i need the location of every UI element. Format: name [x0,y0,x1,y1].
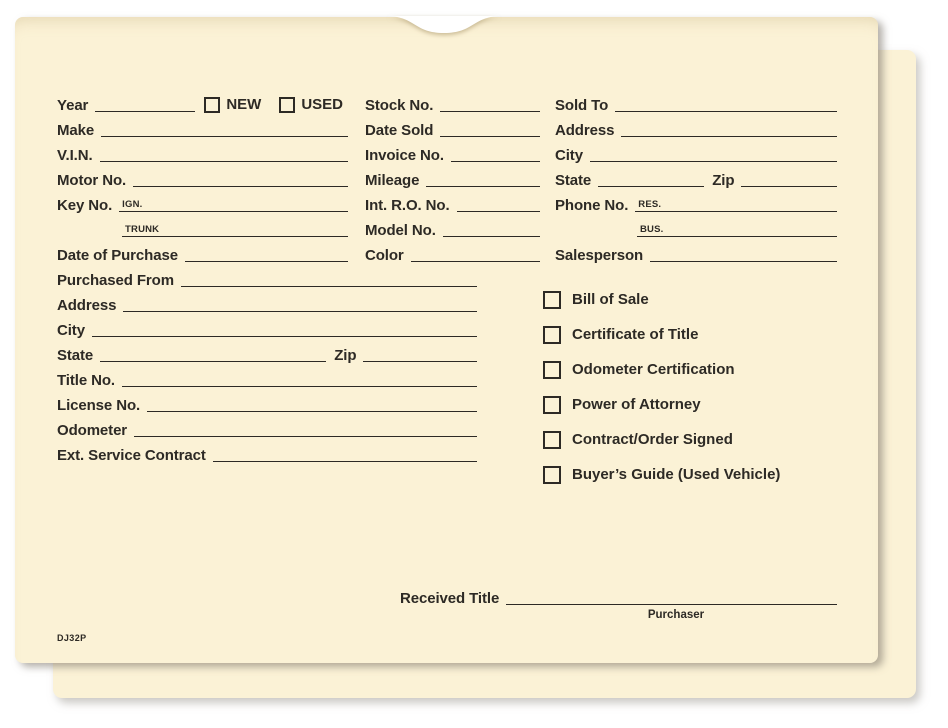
field-date-sold [365,120,540,137]
checklist-item-label: Power of Attorney [572,396,701,413]
blank-line [100,148,348,162]
blank-line [123,298,477,312]
blank-line [213,448,477,462]
field-label: Salesperson [555,247,644,264]
checkbox [543,431,561,449]
checklist-item-certificate-of-title [543,325,780,344]
checklist-item-buyers-guide [543,465,780,484]
checklist-item-label: Certificate of Title [572,326,699,343]
field-label: City [57,322,85,339]
field-label: Year [57,97,89,114]
field-received-title [400,588,837,605]
checklist-item-odometer-certification [543,360,780,379]
checklist-item-bill-of-sale [543,290,780,309]
field-label: Ext. Service Contract [57,447,206,464]
product-code: DJ32P [57,633,87,643]
blank-line [440,98,540,112]
checklist-item-label: Buyer’s Guide (Used Vehicle) [572,466,781,483]
field-label: Date Sold [365,122,434,139]
blank-line [443,223,540,237]
deal-jacket-envelope [15,17,878,663]
field-color [365,245,540,262]
field-label: Received Title [400,590,500,607]
field-label: State [57,347,94,364]
blank-line [590,148,837,162]
field-label: City [555,147,583,164]
sub-label-res: RES. [638,199,662,210]
checkbox-new-label: NEW [226,96,262,113]
field-label: Motor No. [57,172,127,189]
blank-line [457,198,540,212]
checklist-item-label: Odometer Certification [572,361,735,378]
sub-label-bus: BUS. [640,224,664,235]
field-label: Zip [712,172,735,189]
field-key-no-ign [57,195,348,212]
field-buyer-address [555,120,837,137]
field-year [57,95,367,112]
blank-line [598,173,704,187]
field-date-of-purchase [57,245,348,262]
field-label: Date of Purchase [57,247,178,264]
checkbox-used-label: USED [301,96,343,113]
field-salesperson [555,245,837,262]
field-seller-city [57,320,477,337]
blank-line [95,98,195,112]
field-buyer-city [555,145,837,162]
field-label: Sold To [555,97,609,114]
field-label: License No. [57,397,141,414]
checklist-item-label: Bill of Sale [572,291,649,308]
field-phone-res [555,195,837,212]
blank-line [122,223,348,237]
blank-line [426,173,540,187]
checkbox [543,396,561,414]
blank-line [119,198,348,212]
checkbox [543,361,561,379]
field-label: Odometer [57,422,128,439]
field-vin [57,145,348,162]
checkbox [543,326,561,344]
checkbox [543,291,561,309]
field-label: Invoice No. [365,147,444,164]
blank-line [650,248,837,262]
checklist-item-label: Contract/Order Signed [572,431,733,448]
blank-line [451,148,540,162]
checklist-item-power-of-attorney [543,395,780,414]
purchaser-caption: Purchaser [647,609,705,621]
thumb-notch [388,16,500,35]
checkbox-new [204,97,220,113]
field-int-ro-no [365,195,540,212]
blank-line [615,98,837,112]
field-label: Purchased From [57,272,174,289]
blank-line [133,173,348,187]
blank-line [741,173,837,187]
blank-line [635,198,837,212]
signature-line [506,591,837,605]
blank-line [100,348,326,362]
field-invoice-no [365,145,540,162]
field-sold-to [555,95,837,112]
field-make [57,120,348,137]
blank-line [134,423,477,437]
field-seller-state-zip [57,345,477,362]
field-label: Color [365,247,404,264]
field-odometer [57,420,477,437]
sub-label-trunk: TRUNK [125,224,160,235]
blank-line [181,273,477,287]
field-label: Stock No. [365,97,434,114]
field-mileage [365,170,540,187]
blank-line [621,123,837,137]
field-ext-service-contract [57,445,477,462]
checkbox [543,466,561,484]
field-label: Model No. [365,222,436,239]
blank-line [101,123,348,137]
field-label: State [555,172,592,189]
blank-line [92,323,477,337]
blank-line [411,248,540,262]
checkbox-used [279,97,295,113]
field-purchased-from [57,270,477,287]
field-label: Make [57,122,95,139]
field-license-no [57,395,477,412]
field-label: V.I.N. [57,147,93,164]
field-label: Address [555,122,615,139]
blank-line [185,248,348,262]
field-model-no [365,220,540,237]
blank-line [122,373,477,387]
field-stock-no [365,95,540,112]
field-label: Zip [334,347,357,364]
checklist-item-contract-order-signed [543,430,780,449]
blank-line [147,398,477,412]
document-checklist [543,290,780,500]
blank-line [440,123,540,137]
field-label: Key No. [57,197,113,214]
field-buyer-state-zip [555,170,837,187]
field-label: Mileage [365,172,420,189]
field-label: Address [57,297,117,314]
field-key-no-trunk [122,220,348,237]
field-label: Title No. [57,372,115,389]
blank-line [637,223,837,237]
field-label: Phone No. [555,197,629,214]
field-phone-bus [637,220,837,237]
field-label: Int. R.O. No. [365,197,450,214]
field-title-no [57,370,477,387]
blank-line [363,348,477,362]
field-motor-no [57,170,348,187]
field-seller-address [57,295,477,312]
sub-label-ign: IGN. [122,199,143,210]
